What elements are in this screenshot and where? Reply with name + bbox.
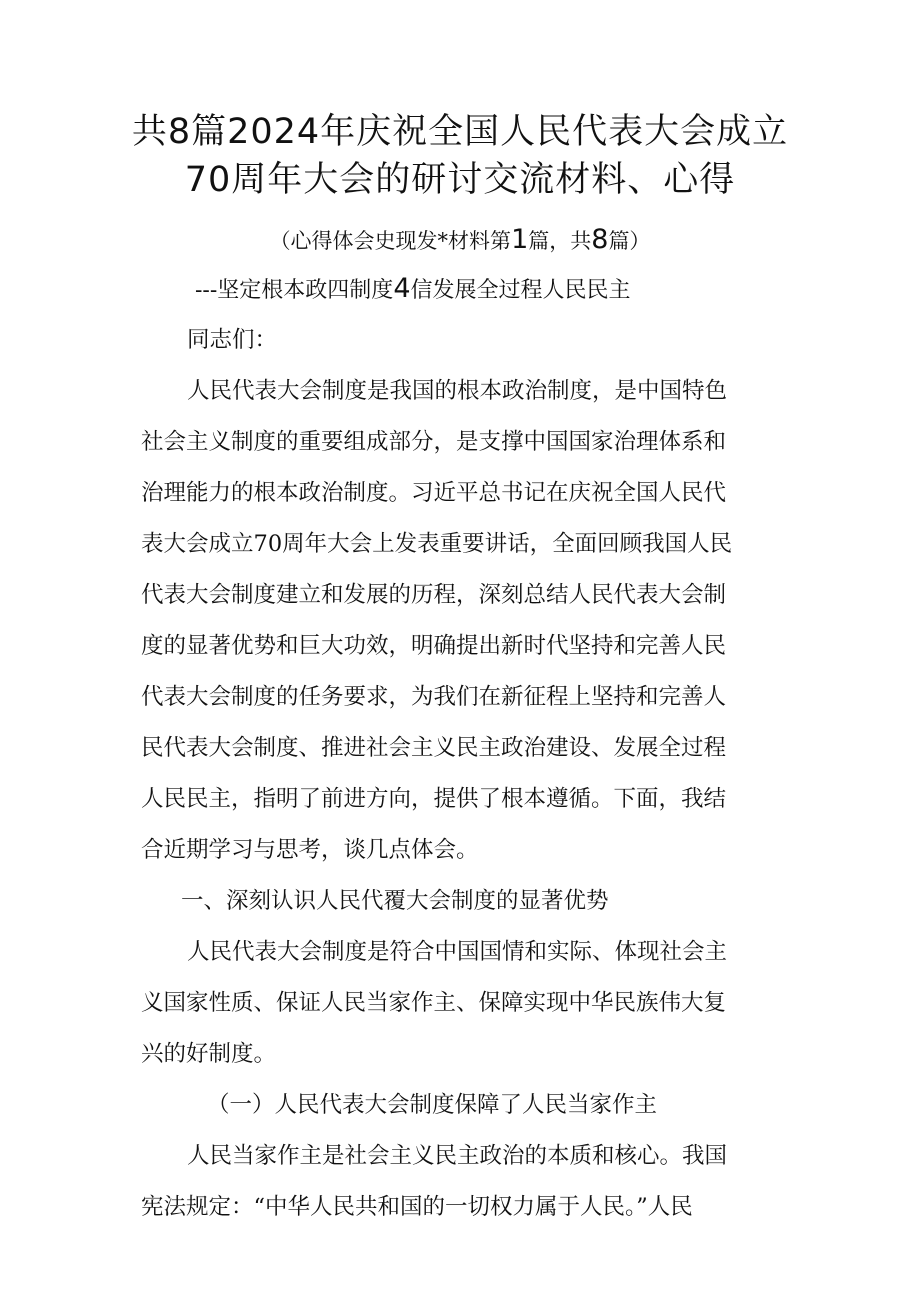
subsection-heading-1: （一）人民代表大会制度保障了人民当家作主 <box>207 1092 658 1118</box>
subtitle-suffix: 篇） <box>608 229 651 253</box>
paragraph-line: 人民代表大会制度是符合中国国情和实际、体现社会主 <box>187 939 728 965</box>
subtitle-article-total: 8 <box>591 224 609 255</box>
paragraph-line: 人民民主，指明了前进方向，提供了根本遵循。下面，我结 <box>141 786 727 812</box>
paragraph-line: 表大会成立70周年大会上发表重要讲话，全面回顾我国人民 <box>141 531 733 557</box>
subheading-prefix: ---坚定根本政四制度 <box>195 278 394 303</box>
paragraph-line: 义国家性质、保证人民当家作主、保障实现中华民族伟大复 <box>141 990 727 1016</box>
document-title-line-1: 共8篇2024年庆祝全国人民代表大会成立 <box>131 112 789 152</box>
paragraph-line: 度的显著优势和巨大功效，明确提出新时代坚持和完善人民 <box>141 633 727 659</box>
document-title-line-2: 70周年大会的研讨交流材料、心得 <box>184 160 736 200</box>
paragraph-line: 治理能力的根本政治制度。习近平总书记在庆祝全国人民代 <box>141 480 727 506</box>
paragraph-line: 社会主义制度的重要组成部分，是支撑中国国家治理体系和 <box>141 429 727 455</box>
paragraph-line: 宪法规定：“中华人民共和国的一切权力属于人民。”人民 <box>141 1194 693 1220</box>
subtitle-middle: 篇，共 <box>528 229 592 253</box>
subtitle-article-number: 1 <box>511 224 529 255</box>
paragraph-line: 人民当家作主是社会主义民主政治的本质和核心。我国 <box>187 1143 728 1169</box>
section-heading-1: 一、深刻认识人民代覆大会制度的显著优势 <box>181 888 609 914</box>
paragraph-line: 代表大会制度的任务要求，为我们在新征程上坚持和完善人 <box>141 684 727 710</box>
subheading-number: 4 <box>393 273 411 304</box>
paragraph-line: 人民代表大会制度是我国的根本政治制度，是中国特色 <box>187 378 728 404</box>
paragraph-line: 兴的好制度。 <box>141 1041 277 1067</box>
subtitle-prefix: （心得体会史现发*材料第 <box>269 229 512 253</box>
document-subtitle <box>60 224 860 257</box>
paragraph-line: 合近期学习与思考，谈几点体会。 <box>141 837 479 863</box>
paragraph-line: 民代表大会制度、推进社会主义民主政治建设、发展全过程 <box>141 735 727 761</box>
document-subheading <box>195 273 631 307</box>
subheading-suffix: 信发展全过程人民民主 <box>410 278 631 303</box>
paragraph-line: 代表大会制度建立和发展的历程，深刻总结人民代表大会制 <box>141 582 727 608</box>
salutation: 同志们： <box>187 327 278 353</box>
